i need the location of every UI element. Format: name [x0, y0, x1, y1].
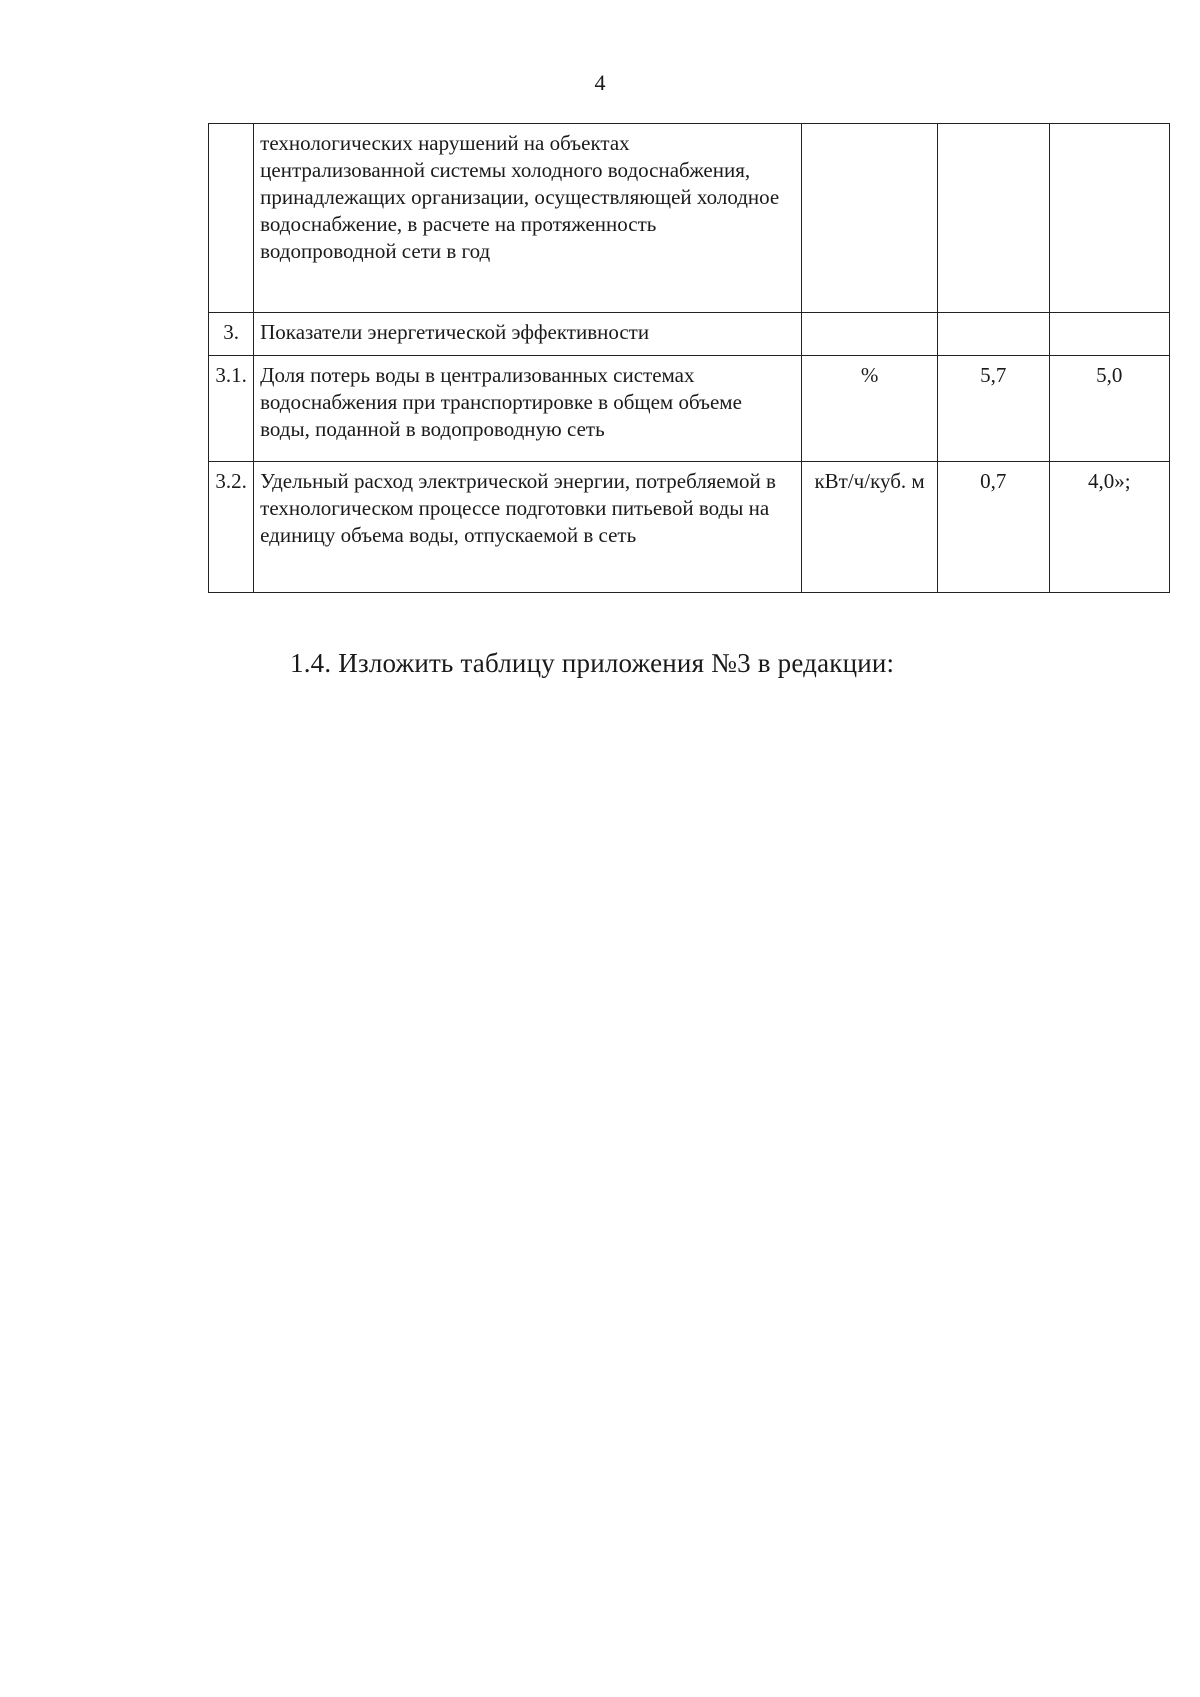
table-row	[209, 462, 1170, 593]
value-cell: 5,0	[1049, 356, 1169, 462]
unit-cell	[802, 313, 937, 356]
table-row	[209, 124, 1170, 313]
indicator-name: технологических нарушений на объектах централизованной системы холодного водоснабжения, принадлежащих организации, осуществляющей холодное водоснабжение, в расчете на протяженность водопроводной сети в год	[254, 124, 802, 313]
instruction-paragraph: 1.4. Изложить таблицу приложения №3 в редакции:	[290, 648, 895, 678]
indicator-name: Доля потерь воды в централизованных системах водоснабжения при транспортировке в общем объеме воды, поданной в водопроводную сеть	[254, 356, 802, 462]
unit-cell	[802, 124, 937, 313]
value-cell	[1049, 124, 1169, 313]
value-cell	[1049, 313, 1169, 356]
value-cell: 4,0»;	[1049, 462, 1169, 593]
row-number	[209, 124, 254, 313]
indicator-name: Удельный расход электрической энергии, потребляемой в технологическом процессе подготовки питьевой воды на единицу объема воды, отпускаемой в сеть	[254, 462, 802, 593]
value-cell	[937, 313, 1049, 356]
table-row	[209, 313, 1170, 356]
row-number: 3.1.	[209, 356, 254, 462]
value-cell: 0,7	[937, 462, 1049, 593]
unit-cell: кВт/ч/куб. м	[802, 462, 937, 593]
unit-cell: %	[802, 356, 937, 462]
indicator-name: Показатели энергетической эффективности	[254, 313, 802, 356]
row-number: 3.2.	[209, 462, 254, 593]
row-number: 3.	[209, 313, 254, 356]
page-number: 4	[594, 70, 606, 95]
indicators-table	[208, 123, 1170, 593]
value-cell: 5,7	[937, 356, 1049, 462]
value-cell	[937, 124, 1049, 313]
table-row	[209, 356, 1170, 462]
